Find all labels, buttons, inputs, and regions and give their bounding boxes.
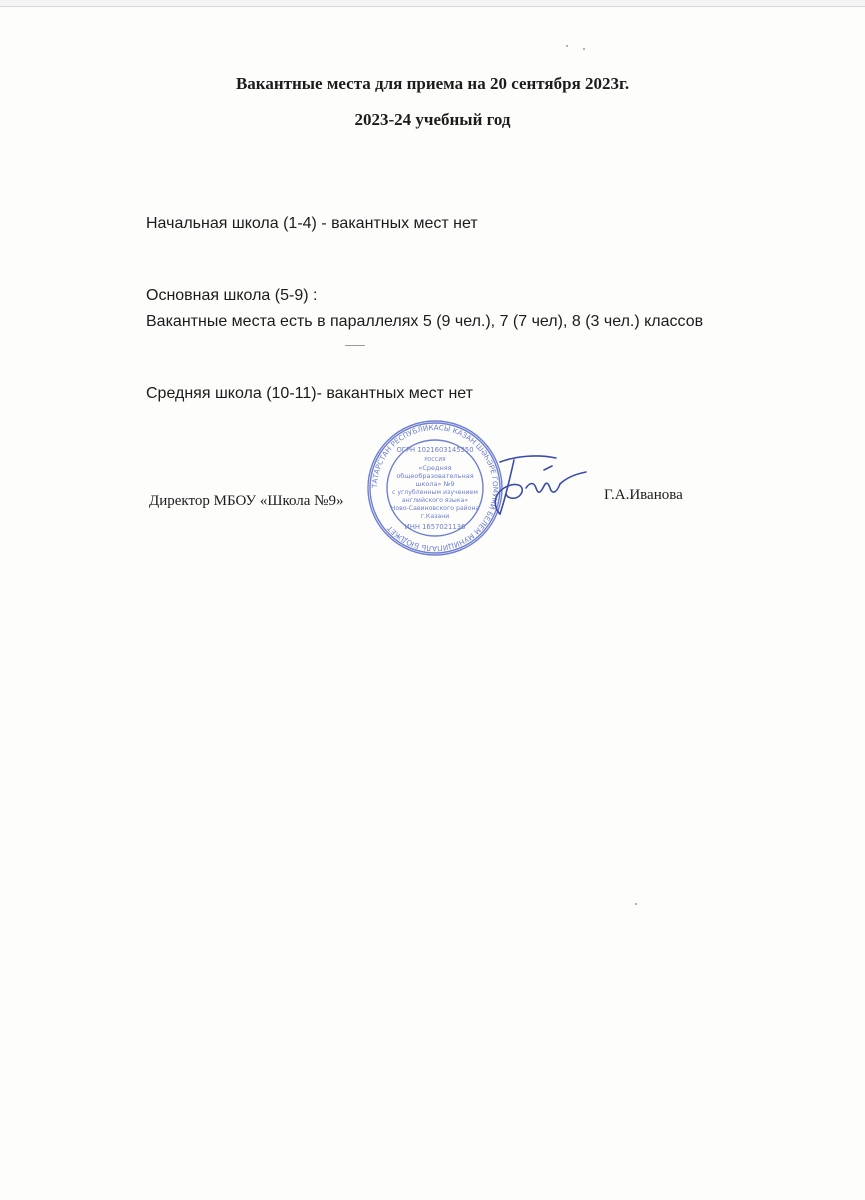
document-title: Вакантные места для приема на 20 сентября 2023г. — [235, 74, 630, 93]
secondary-school-line: Средняя школа (10-11)- вакантных мест нет — [146, 385, 473, 402]
scan-edge — [0, 0, 865, 7]
svg-text:г.Казани: г.Казани — [420, 513, 450, 520]
svg-text:Ново-Савиновского района: Ново-Савиновского района — [390, 505, 480, 512]
scan-speck — [635, 903, 637, 905]
stamp-rings — [368, 421, 502, 555]
scan-speck — [345, 345, 365, 346]
basic-school-heading: Основная школа (5-9) : — [146, 287, 318, 304]
svg-text:английского языка»: английского языка» — [401, 497, 469, 504]
stamp-center-text — [391, 446, 480, 531]
svg-text:ОГРН 1021603145350: ОГРН 1021603145350 — [396, 446, 474, 454]
basic-school-vacancies: Вакантные места есть в параллелях 5 (9 чел.), 7 (7 чел), 8 (3 чел.) классов — [146, 313, 704, 330]
scan-speck — [583, 48, 585, 50]
svg-text:ИНН 1657021136: ИНН 1657021136 — [404, 523, 466, 531]
handwritten-signature — [486, 448, 592, 524]
stamp-ring-text: ТАТАРСТАН РЕСПУБЛИКАСЫ КАЗАН ШӘҺӘРЕ ГОМУМИ БЕЛЕМ МУНИЦИПАЛЬ БЮДЖЕТ — [369, 422, 501, 554]
svg-text:«Средняя: «Средняя — [418, 464, 452, 472]
primary-school-line: Начальная школа (1-4) - вакантных мест нет — [146, 215, 478, 232]
svg-text:с углубленным изучением: с углубленным изучением — [391, 489, 479, 496]
signatory-role: Директор МБОУ «Школа №9» — [149, 493, 344, 509]
svg-text:общеобразовательная: общеобразовательная — [396, 472, 474, 480]
document-subtitle: 2023-24 учебный год — [354, 110, 511, 129]
svg-text:РОССИЯ: РОССИЯ — [424, 457, 446, 463]
school-seal-stamp — [365, 418, 505, 558]
scan-speck — [566, 45, 568, 47]
signatory-name: Г.А.Иванова — [604, 487, 683, 503]
svg-text:школа» №9: школа» №9 — [415, 480, 455, 488]
